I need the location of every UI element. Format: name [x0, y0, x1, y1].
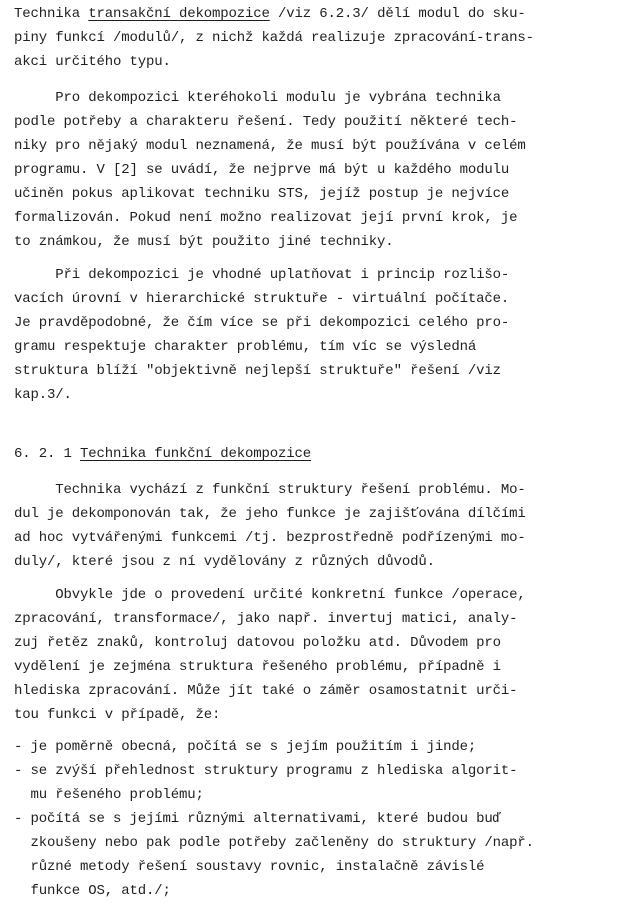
text-line: zpracování, transformace/, jako např. invertuj matici, analy-: [14, 611, 518, 627]
list-item-continuation: mu řešeného problému;: [14, 787, 204, 803]
text-line: Technika vychází z funkční struktury řešení problému. Mo-: [14, 482, 526, 498]
text-fragment: /viz 6.2.3/ dělí modul do sku-: [269, 6, 526, 22]
text-line: kap.3/.: [14, 387, 72, 403]
text-line: gramu respektuje charakter problému, tím víc se výsledná: [14, 339, 477, 355]
text-line: dul je dekomponován tak, že jeho funkce je zajišťována dílčími: [14, 506, 526, 522]
text-line: piny funkcí /modulů/, z nichž každá realizuje zpracování-trans-: [14, 30, 534, 46]
section-title: Technika funkční dekompozice: [80, 446, 312, 462]
text-line: ad hoc vytvářenými funkcemi /tj. bezprostředně podřízenými mo-: [14, 530, 526, 546]
text-line: to známkou, že musí být použito jiné techniky.: [14, 234, 394, 250]
text-line: akci určitého typu.: [14, 54, 171, 70]
list-item-continuation: různé metody řešení soustavy rovnic, instalačně závislé: [14, 859, 485, 875]
text-line: Při dekompozici je vhodné uplatňovat i princip rozlišo-: [14, 267, 510, 283]
section-number: 6. 2. 1: [14, 446, 81, 462]
list-item: - počítá se s jejími různými alternativami, které budou buď: [14, 811, 501, 827]
text-line: struktura blíží "objektivně nejlepší struktuře" řešení /viz: [14, 363, 501, 379]
text-fragment: Technika: [14, 6, 89, 22]
section-heading: [14, 442, 635, 466]
list-item: - je poměrně obecná, počítá se s jejím použitím i jinde;: [14, 739, 477, 755]
text-line: Pro dekompozici kteréhokoli modulu je vybrána technika: [14, 90, 501, 106]
text-line: duly/, které jsou z ní vydělovány z různých důvodů.: [14, 554, 435, 570]
text-line: [14, 2, 635, 26]
text-line: niky pro nějaký modul neznamená, že musí být používána v celém: [14, 138, 526, 154]
list-item: - se zvýší přehlednost struktury programu z hlediska algorit-: [14, 763, 518, 779]
text-line: programu. V [2] se uvádí, že nejprve má být u každého modulu: [14, 162, 510, 178]
text-line: učiněn pokus aplikovat techniku STS, jejíž postup je nejvíce: [14, 186, 510, 202]
text-line: Je pravděpodobné, že čím více se při dekompozici celého pro-: [14, 315, 510, 331]
text-line: Obvykle jde o provedení určité konkretní funkce /operace,: [14, 587, 526, 603]
text-line: podle potřeby a charakteru řešení. Tedy použití některé tech-: [14, 114, 518, 130]
text-line: vydělení je zejména struktura řešeného problému, případně i: [14, 659, 501, 675]
text-line: formalizován. Pokud není možno realizovat její první krok, je: [14, 210, 518, 226]
underlined-term: transakční dekompozice: [88, 6, 270, 22]
text-line: zuj řetěz znaků, kontroluj datovou položku atd. Důvodem pro: [14, 635, 501, 651]
list-item-continuation: zkoušeny nebo pak podle potřeby začleněny do struktury /např.: [14, 835, 534, 851]
text-line: vacích úrovní v hierarchické struktuře - virtuální počítače.: [14, 291, 510, 307]
text-line: hlediska zpracování. Může jít také o záměr osamostatnit urči-: [14, 683, 518, 699]
list-item-continuation: funkce OS, atd./;: [14, 883, 171, 899]
text-line: tou funkci v případě, že:: [14, 707, 221, 723]
